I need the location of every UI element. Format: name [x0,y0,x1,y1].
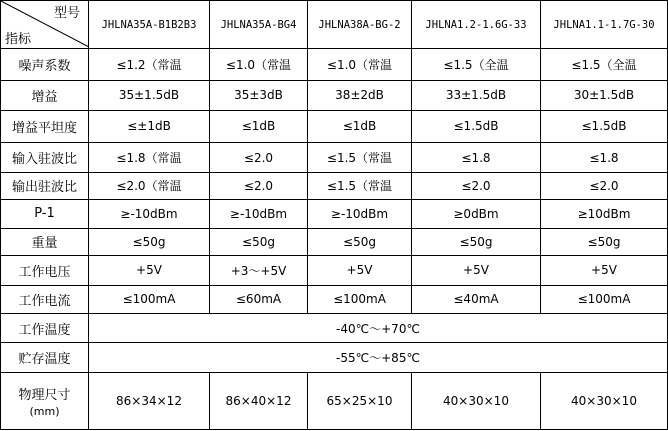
table-row [1,143,668,173]
row-label: 贮存温度 [1,343,89,373]
table-row [1,256,668,286]
table-cell: ≤60mA [210,285,308,313]
table-cell: ≤1dB [308,110,412,143]
table-cell: ≤1.8（常温 [89,143,210,173]
model-header: JHLNA1.2-1.6G-33 [412,1,541,49]
model-header: JHLNA38A-BG-2 [308,1,412,49]
table-cell: ≥10dBm [541,200,668,228]
table-cell: ≤2.0 [210,172,308,199]
row-label: 输出驻波比 [1,172,89,199]
table-row [1,285,668,313]
row-label: 增益平坦度 [1,110,89,143]
model-header: JHLNA1.1-1.7G-30 [541,1,668,49]
table-cell: ≤1.5dB [541,110,668,143]
table-cell: 65×25×10 [308,372,412,429]
table-cell: ≤1.2（常温 [89,49,210,81]
table-cell: ≤100mA [89,285,210,313]
table-cell: 86×40×12 [210,372,308,429]
table-cell: +5V [412,256,541,286]
corner-metric-label: 指标 [5,32,32,48]
table-cell: ≤50g [541,228,668,255]
table-cell: ≤±1dB [89,110,210,143]
operating-temperature-value: -40℃～+70℃ [89,313,668,343]
table-row [1,81,668,111]
row-label: 物理尺寸 [18,387,71,403]
table-row [1,372,668,429]
model-header: JHLNA35A-B1B2B3 [89,1,210,49]
table-cell: 86×34×12 [89,372,210,429]
table-cell: ≤50g [308,228,412,255]
table-cell: ≤2.0 [541,172,668,199]
table-cell: ≤50g [210,228,308,255]
table-cell: 40×30×10 [412,372,541,429]
table-cell: ≤50g [89,228,210,255]
row-label: 噪声系数 [1,49,89,81]
header-row [1,1,668,49]
table-cell: 33±1.5dB [412,81,541,111]
dimensions-label-cell [1,372,89,429]
corner-cell [1,1,89,49]
row-label: P-1 [1,200,89,228]
table-cell: ≤1.5（全温 [541,49,668,81]
table-cell: ≤1.5（全温 [412,49,541,81]
table-cell: 35±3dB [210,81,308,111]
storage-temperature-value: -55℃～+85℃ [89,343,668,373]
table-cell: ≤100mA [541,285,668,313]
table-cell: +5V [308,256,412,286]
table-cell: ≤1.8 [412,143,541,173]
table-cell: ≥0dBm [412,200,541,228]
table-cell: ≤1dB [210,110,308,143]
table-row [1,172,668,199]
table-cell: ≤1.5dB [412,110,541,143]
table-cell: +5V [541,256,668,286]
table-row [1,343,668,373]
table-cell: ≤2.0 [210,143,308,173]
row-label: 增益 [1,81,89,111]
table-row [1,200,668,228]
table-cell: 38±2dB [308,81,412,111]
table-row [1,228,668,255]
table-cell: ≥-10dBm [210,200,308,228]
corner-model-label: 型号 [53,6,80,21]
table-cell: ≥-10dBm [308,200,412,228]
table-cell: ≥-10dBm [89,200,210,228]
table-cell: ≤1.5（常温 [308,172,412,199]
row-label: 工作电流 [1,285,89,313]
table-cell: +3～+5V [210,256,308,286]
table-cell: 35±1.5dB [89,81,210,111]
table-row [1,110,668,143]
table-cell: ≤1.0（常温 [308,49,412,81]
table-row [1,313,668,343]
table-row [1,49,668,81]
row-label: 输入驻波比 [1,143,89,173]
row-label: 工作电压 [1,256,89,286]
table-cell: ≤2.0（常温 [89,172,210,199]
table-cell: ≤100mA [308,285,412,313]
table-cell: ≤50g [412,228,541,255]
row-label: 工作温度 [1,313,89,343]
unit-label: (mm) [29,404,60,418]
table-cell: ≤1.8 [541,143,668,173]
table-cell: ≤1.5（常温 [308,143,412,173]
table-cell: +5V [89,256,210,286]
table-cell: ≤1.0（常温 [210,49,308,81]
table-cell: 40×30×10 [541,372,668,429]
table-cell: ≤2.0 [412,172,541,199]
table-cell: ≤40mA [412,285,541,313]
model-header: JHLNA35A-BG4 [210,1,308,49]
table-cell: 30±1.5dB [541,81,668,111]
row-label: 重量 [1,228,89,255]
